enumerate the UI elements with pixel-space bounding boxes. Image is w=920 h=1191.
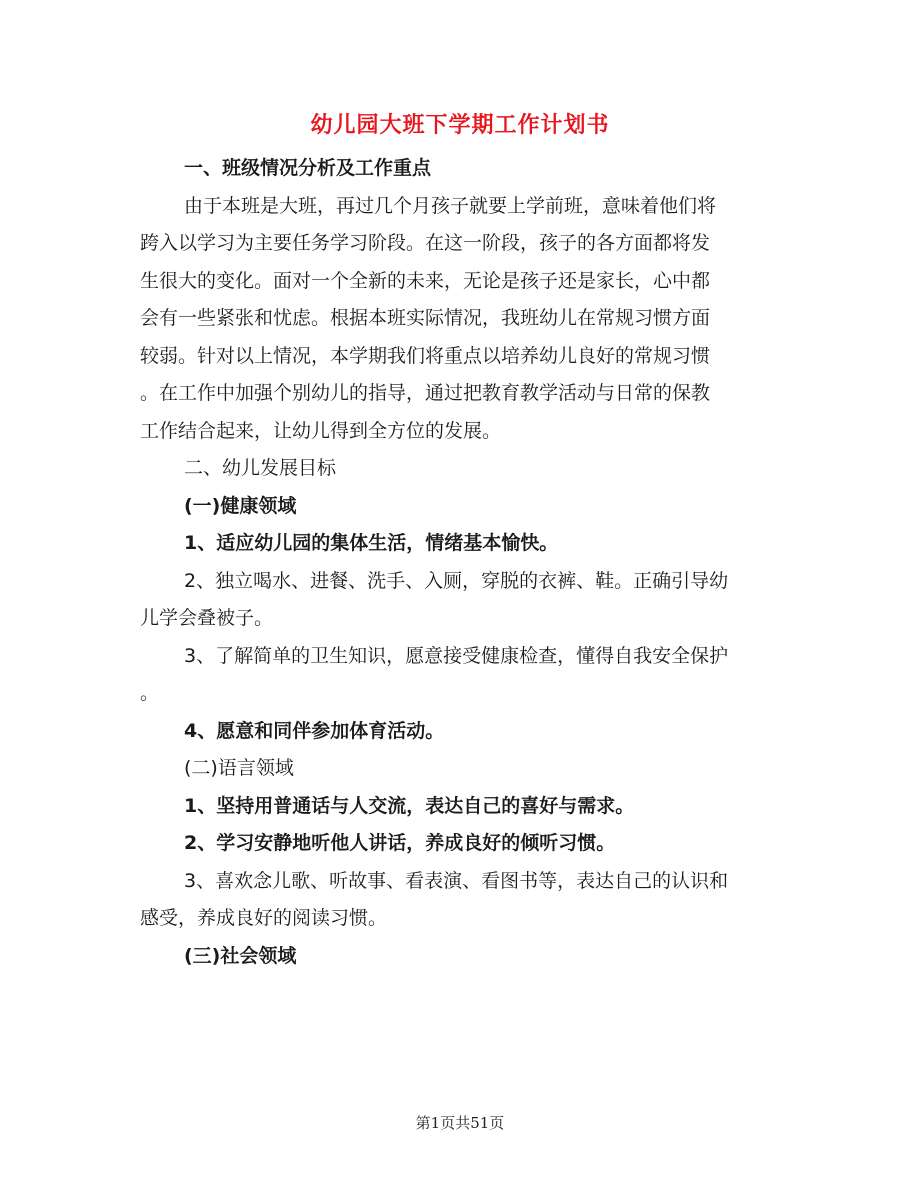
text-line: (二)语言领域 [184,757,294,779]
text-line: 儿学会叠被子。 [140,607,274,629]
text-line: (三)社会领域 [184,944,297,967]
text-line: 工作结合起来，让幼儿得到全方位的发展。 [140,419,502,442]
text-line: 3、喜欢念儿歌、听故事、看表演、看图书等，表达自己的认识和 [184,869,729,892]
text-line: (一)健康领域 [184,494,297,517]
text-line: 由于本班是大班，再过几个月孩子就要上学前班，意味着他们将 [184,194,717,217]
text-line: 3、了解简单的卫生知识，愿意接受健康检查，懂得自我安全保护 [184,644,729,667]
text-line: 2、学习安静地听他人讲话，养成良好的倾听习惯。 [184,832,616,854]
text-line: 较弱。针对以上情况，本学期我们将重点以培养幼儿良好的常规习惯 [140,344,711,367]
text-line: 生很大的变化。面对一个全新的未来，无论是孩子还是家长，心中都 [140,269,711,292]
text-line: 一、班级情况分析及工作重点 [184,157,432,179]
page-number-footer: 第1页共51页 [415,1114,505,1132]
text-line: 1、适应幼儿园的集体生活，情绪基本愉快。 [184,532,559,554]
text-line: 2、独立喝水、进餐、洗手、入厕，穿脱的衣裤、鞋。正确引导幼 [184,569,729,592]
text-line: 。在工作中加强个别幼儿的指导，通过把教育教学活动与日常的保教 [140,382,711,404]
text-line: 感受，养成良好的阅读习惯。 [140,907,388,929]
document-body [140,150,790,975]
text-line: 1、坚持用普通话与人交流，表达自己的喜好与需求。 [184,794,635,817]
text-line: 会有一些紧张和忧虑。根据本班实际情况，我班幼儿在常规习惯方面 [140,307,711,329]
text-line: 。 [140,682,160,704]
text-line: 4、愿意和同伴参加体育活动。 [184,719,445,742]
text-line: 二、幼儿发展目标 [184,457,337,479]
text-line: 跨入以学习为主要任务学习阶段。在这一阶段，孩子的各方面都将发 [140,232,711,254]
document-title: 幼儿园大班下学期工作计划书 [310,113,610,138]
